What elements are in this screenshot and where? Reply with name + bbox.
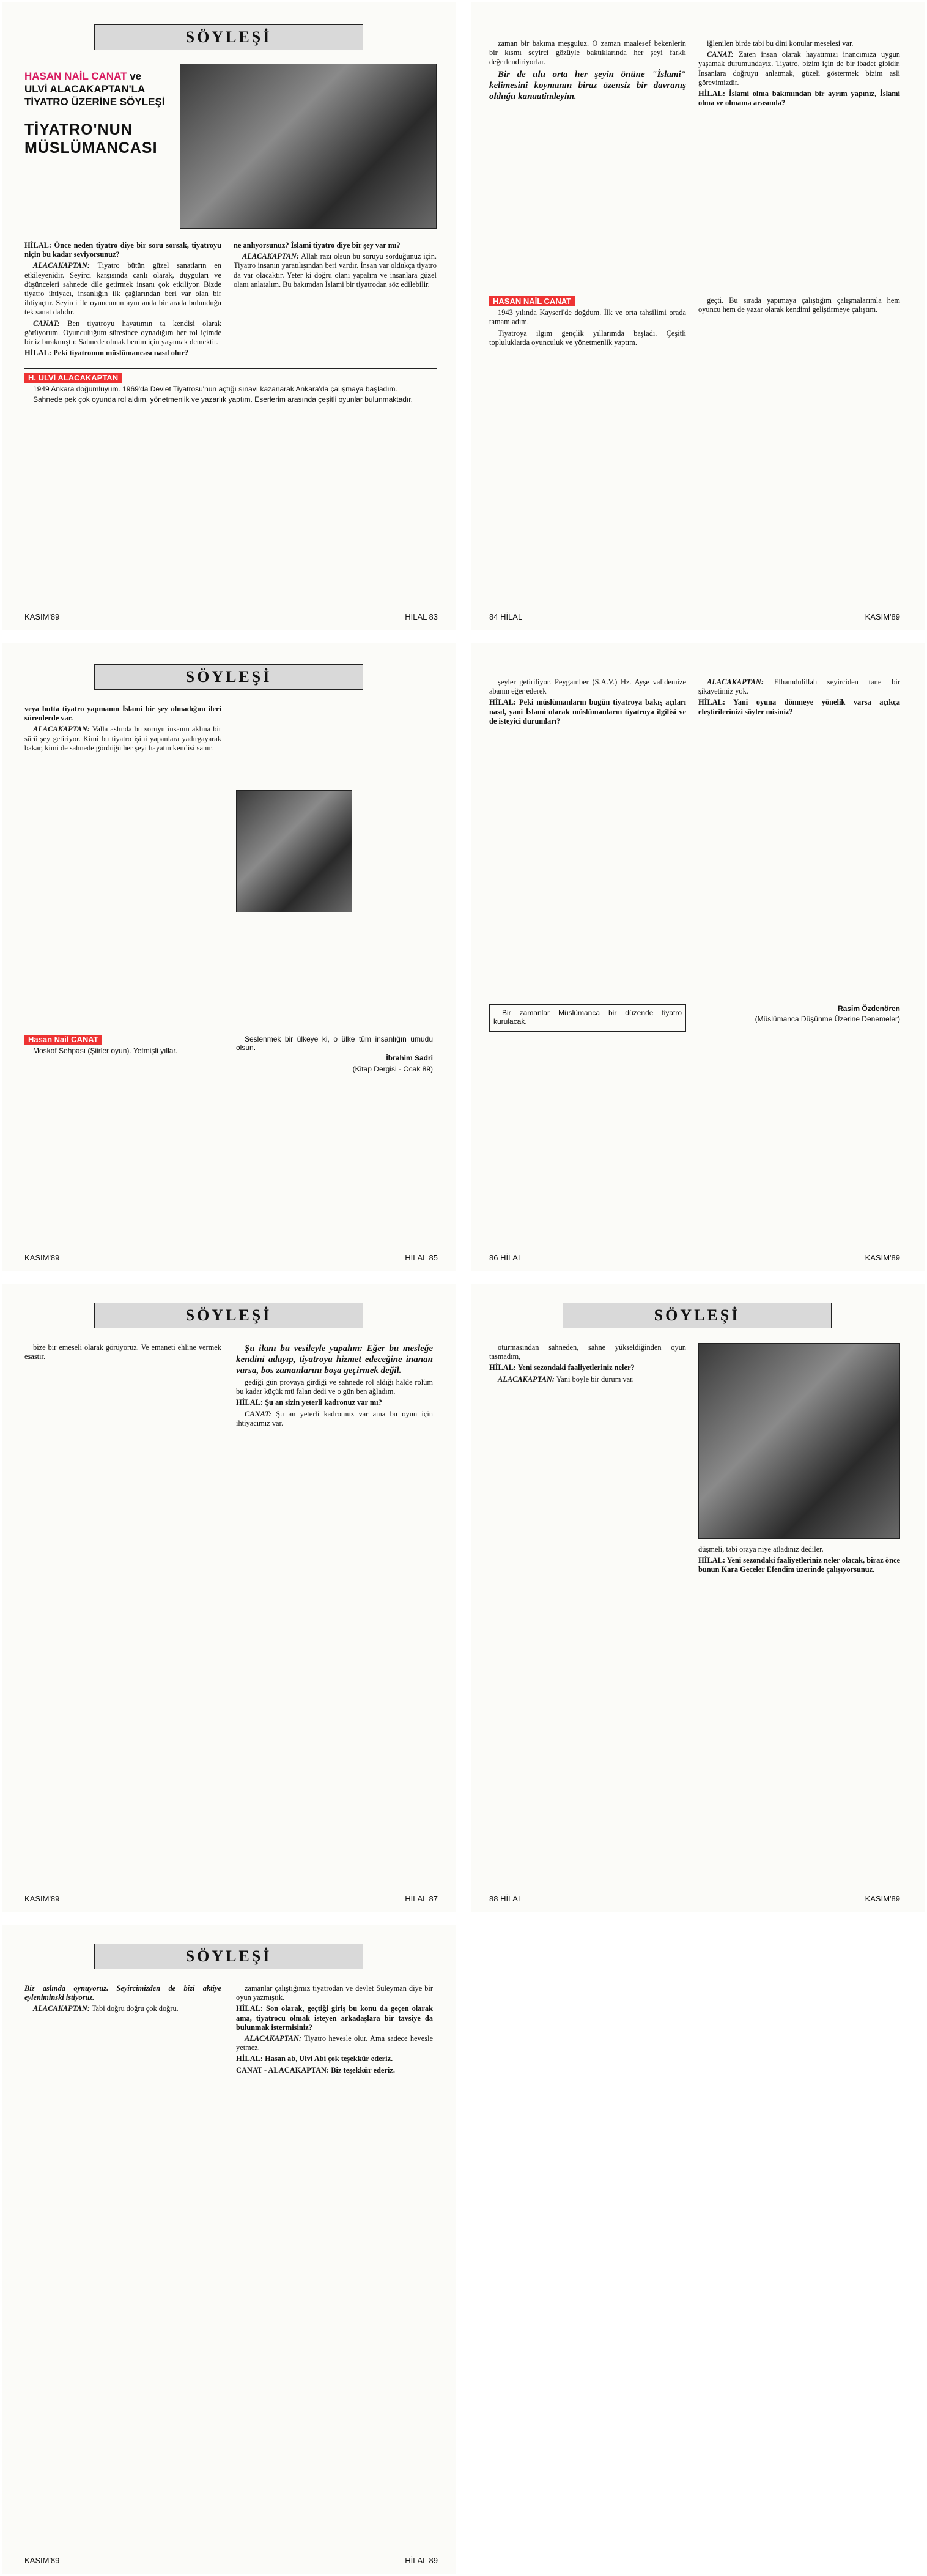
footer-left: KASIM'89 — [24, 2555, 60, 2565]
footer-left: 84 HİLAL — [489, 612, 523, 621]
signature: İbrahim Sadri — [386, 1054, 433, 1063]
bio-box-title: H. ULVİ ALACAKAPTAN — [24, 373, 122, 383]
bio-text: 1949 Ankara doğumluyum. 1969'da Devlet Tiyatrosu'nun açtığı sınavı kazanarak Ankara'da çalışmaya başladım. — [33, 385, 397, 394]
footer-right: HİLAL 89 — [405, 2555, 438, 2565]
question: HİLAL: Şu an sizin yeterli kadronuz var mı? — [236, 1398, 382, 1407]
signature: Rasim Özdenören — [837, 1004, 900, 1013]
text: oturmasından sahneden, sahne yükseldiğinden oyun tasmadım, — [489, 1343, 686, 1361]
text: iğlenilen birde tabi bu dini konular meselesi var. — [707, 39, 854, 48]
page-header: SÖYLEŞİ — [94, 24, 363, 50]
answer: CANAT: Zaten insan olarak hayatımızı inancımıza uygun yaşamak durumundayız. Tiyatro, bizim için de bir ibadet gibidir. İnsanlara doğruyu anlatmak, güzeli göstermek bizim asli görevimizdir. — [698, 50, 900, 87]
box-text: Bir zamanlar Müslümanca bir düzende tiyatro kurulacak. — [493, 1009, 682, 1026]
bio-text: 1943 yılında Kayseri'de doğdum. İlk ve orta tahsilimi orada tamamladım. — [489, 308, 686, 327]
question: HİLAL: Yani oyuna dönmeye yönelik varsa açıkça eleştirilerinizi söyler misiniz? — [698, 698, 900, 716]
pull-quote: Şu ilanı bu vesileyle yapalım: Eğer bu mesleğe kendini adayıp, tiyatroya hizmet edeceğine inanan varsa, bos zamanlarını boşa geçirmek değil. — [236, 1344, 433, 1375]
question-cont: veya hutta tiyatro yapmanın İslami bir şey olmadığını ileri sürenlerde var. — [24, 705, 221, 723]
page-84: zaman bir bakıma meşguluz. O zaman maalesef bekenlerin bir kısmı seyirci gözüyle baktıklarında her şeyi farklı değerlendiriyorlar. Bir de ulu orta her şeyin önüne "İslami" kelimesini koymanın biraz özensiz bir davranış olduğu kanaatindeyim. iğlenilen birde tabi bu dini konular meselesi var. CANAT: Zaten insan olarak hayatımızı inancımıza uygun yaşamak durumundayız. Tiyatro, bizim için de bir ibadet gibidir. İnsanlara doğruyu anlatmak, güzeli göstermek bizim asli görevimizdir. HİLAL: İslami olma bakımından bir ayrım yapınız, İslami olma ve olmama arasında? HASAN NAİL CANAT 1943 yılında Kayseri'de doğdum. İlk ve orta tahsilimi orada tamamladım. Tiyatroya ilgim gençlik yıllarımda başladı. Çeşitli topluluklarda oyunculuk ve yönetmenlik yaptım. geçti. Bu sırada yapımaya çalıştığım çalışmalarımla hem oyuncu hem de yazar olarak kendimi geliştirmeye çalıştım. 84 HİLAL KASIM'89 — [471, 2, 925, 630]
question: HİLAL: Önce neden tiyatro diye bir soru sorsak, tiyatroyu niçin bu kadar seviyorsunuz? — [24, 241, 221, 259]
footer-right: HİLAL 85 — [405, 1253, 438, 1262]
answer: ALACAKAPTAN: Tiyatro hevesle olur. Ama sadece hevesle yetmez. — [236, 2034, 434, 2052]
bio-box-title: HASAN NAİL CANAT — [489, 296, 575, 306]
question: HİLAL: Yeni sezondaki faaliyetleriniz neler olacak, biraz önce bunun Kara Geceler Efendim üzerinde çalışıyorsunuz. — [698, 1556, 900, 1574]
footer-right: KASIM'89 — [865, 612, 900, 621]
page-89 — [2, 1925, 456, 2574]
footer-right: HİLAL 87 — [405, 1893, 438, 1903]
page-header: SÖYLEŞİ — [563, 1303, 832, 1328]
signature-source: (Müslümanca Düşünme Üzerine Denemeler) — [755, 1015, 900, 1024]
answer: CANAT: Şu an yeterli kadromuz var ama bu oyun için ihtiyacımız var. — [236, 1409, 433, 1427]
text: zamanlar çalıştığımız tiyatrodan ve devlet Süleyman diye bir oyun yazmıştık. — [236, 1984, 433, 2002]
answer: ALACAKAPTAN: Tiyatro bütün güzel sanatların en etkileyenidir. Seyirci karşısında canlı olarak, duyguları ve düşünceleri sahnede dile getirmek insanı çok etkiliyor. Bizde tiyatro ihtiyacı, insanlığın ilk çağlarından beri var olan bir ihtiyaçtır. Seyirci ile oyuncunun aynı anda bir arada bulunduğu tek sanat dalıdır. — [24, 261, 221, 317]
page-83: SÖYLEŞİ HASAN NAİL CANAT ve ULVİ ALACAKAPTAN'LA TİYATRO ÜZERİNE SÖYLEŞİ TİYATRO'NUN MÜSLÜMANCASI HİLAL: Önce neden tiyatro diye bir soru sorsak, tiyatroyu niçin bu kadar seviyorsunuz? ALACAKAPTAN: Tiyatro bütün güzel sanatların en etkileyenidir. Seyirci karşısında canlı olarak, duyguları ve düşünceleri sahnede dile getirmek insanı çok etkiliyor. Bizde tiyatro ihtiyacı, insanlığın ilk çağlarından beri var olan bir ihtiyaçtır. Seyirci ile oyuncunun aynı anda bir arada bulunduğu tek sanat dalıdır. CANAT: Ben tiyatroyu hayatımın ta kendisi olarak görüyorum. Oyunculuğum süresince oynadığım her rol içimde bir iz bırakmıştır. Sahnede olmak benim için yaşamak demektir. HİLAL: Peki tiyatronun müslümancası nasıl olur? ne anlıyorsunuz? İslami tiyatro diye bir şey var mı? ALACAKAPTAN: Allah razı olsun bu soruyu sorduğunuz için. Tiyatro insanın yaratılışından beri vardır. İnsan var oldukça tiyatro da var olacaktır. Yeter ki doğru olanı yapalım ve insanlara güzel olanı anlatalım. Bu bakımdan İslami bir tiyatrodan söz edilebilir. H. ULVİ ALACAKAPTAN 1949 Ankara doğumluyum. 1969'da Devlet Tiyatrosu'nun açtığı sınavı kazanarak Ankara'da çalışmaya başladım. Sahnede pek çok oyunda rol aldım, yönetmenlik ve yazarlık yaptım. Eserlerim arasında çeşitli oyunlar bulunmaktadır. KASIM'89 HİLAL 83 — [2, 2, 456, 630]
question: HİLAL: Peki müslümanların bugün tiyatroya bakış açıları nasıl, yani İslami olarak müslümanların tiyatroya ilgilisi ve de isteyici durumları? — [489, 698, 686, 725]
answer: ALACAKAPTAN: Allah razı olsun bu soruyu sorduğunuz için. Tiyatro insanın yaratılışından beri vardır. İnsan var oldukça tiyatro da var olacaktır. Yeter ki doğru olanı yapalım ve insanlara güzel olanı anlatalım. Bu bakımdan İslami bir tiyatrodan söz edilebilir. — [234, 252, 437, 289]
question: HİLAL: İslami olma bakımından bir ayrım yapınız, İslami olma ve olmama arasında? — [698, 89, 900, 108]
photo-caption: düşmeli, tabi oraya niye atladınız dediler. — [698, 1545, 824, 1553]
footer-right: KASIM'89 — [865, 1893, 900, 1903]
poem-text: Seslenmek bir ülkeye ki, o ülke tüm insanlığın umudu olsun. — [236, 1035, 433, 1053]
byline — [24, 70, 165, 108]
answer: ALACAKAPTAN: Tabi doğru doğru çok doğru. — [33, 2004, 179, 2013]
question: HİLAL: Hasan ab, Ulvi Abi çok teşekkür ederiz. — [236, 2054, 393, 2063]
text: bize bir emeseli olarak görüyoruz. Ve emaneti ehline vermek esastır. — [24, 1343, 221, 1361]
text: gediği gün provaya girdiği ve sahnede rol aldığı halde rolüm bu kadar küçük mü falan dedi ve o gün ben ağladım. — [236, 1378, 433, 1396]
article-title: TİYATRO'NUN MÜSLÜMANCASI — [24, 121, 158, 157]
footer-left: 86 HİLAL — [489, 1253, 523, 1262]
page-header: SÖYLEŞİ — [94, 664, 363, 690]
page-87 — [2, 1284, 456, 1912]
byline-rest: ve ULVİ ALACAKAPTAN'LA TİYATRO ÜZERİNE SÖYLEŞİ — [24, 70, 165, 108]
question: HİLAL: Yeni sezondaki faaliyetleriniz neler? — [489, 1363, 635, 1372]
answer: ALACAKAPTAN: Valla aslında bu soruyu insanın aklına bir sürü şey getiriyor. Kimi bu tiyatro işini yapanlara yadırgayarak bakar, kimi de sahnede gördüğü her şeyi hayatın kendisi sanır. — [24, 725, 222, 752]
text: zaman bir bakıma meşguluz. O zaman maalesef bekenlerin bir kısmı seyirci gözüyle baktıklarında her şeyi farklı değerlendiriyorlar. — [489, 39, 686, 67]
text: şeyler getiriliyor. Peygamber (S.A.V.) Hz. Ayşe validemize abanın eğer ederek — [489, 678, 686, 696]
answer: CANAT: Ben tiyatroyu hayatımın ta kendisi olarak görüyorum. Oyunculuğum süresince oynadığım her rol içimde bir iz bırakmıştır. Sahnede olmak benim için yaşamak demektir. — [24, 319, 221, 347]
question: HİLAL: Son olarak, geçtiği giriş bu konu da geçen olarak ama, tiyatrocu olmak isteyen arkadaşlara bir tavsiye da bulunmak istermisiniz? — [236, 2004, 433, 2032]
answer: ALACAKAPTAN: Yani böyle bir durum var. — [498, 1374, 634, 1383]
text: Biz aslında oynuyoruz. Seyircimizden de bizi aktiye eyleniminski istiyoruz. — [24, 1984, 221, 2002]
footer-left: KASIM'89 — [24, 1253, 60, 1262]
bio-text: Moskof Sehpası (Şiirler oyun). Yetmişli yıllar. — [33, 1046, 178, 1056]
interview-photo — [180, 64, 437, 229]
page-header: SÖYLEŞİ — [94, 1944, 363, 1969]
byline-red: HASAN NAİL CANAT — [24, 70, 127, 82]
footer-left: KASIM'89 — [24, 612, 60, 621]
pull-quote: Bir de ulu orta her şeyin önüne "İslami" kelimesini koymanın biraz özensiz bir davranış olduğu kanaatindeyim. — [489, 69, 686, 102]
question-cont: ne anlıyorsunuz? İslami tiyatro diye bir şey var mı? — [234, 241, 401, 250]
closing: CANAT - ALACAKAPTAN: Biz teşekkür ederiz. — [236, 2065, 395, 2074]
footer-left: KASIM'89 — [24, 1893, 60, 1903]
signature-source: (Kitap Dergisi - Ocak 89) — [352, 1064, 433, 1073]
bio-box-title: Hasan Nail CANAT — [24, 1035, 102, 1045]
question: HİLAL: Peki tiyatronun müslümancası nasıl olur? — [24, 349, 188, 358]
footer-right: KASIM'89 — [865, 1253, 900, 1262]
answer: ALACAKAPTAN: Elhamdulillah seyirciden tane bir şikayetimiz yok. — [698, 678, 900, 696]
footer-right: HİLAL 83 — [405, 612, 438, 621]
page-header: SÖYLEŞİ — [94, 1303, 363, 1328]
page-85 — [2, 643, 456, 1271]
page-88 — [471, 1284, 925, 1912]
page-86 — [471, 643, 925, 1271]
footer-left: 88 HİLAL — [489, 1893, 523, 1903]
portrait-photo — [698, 1343, 900, 1539]
actor-photo — [236, 790, 352, 912]
